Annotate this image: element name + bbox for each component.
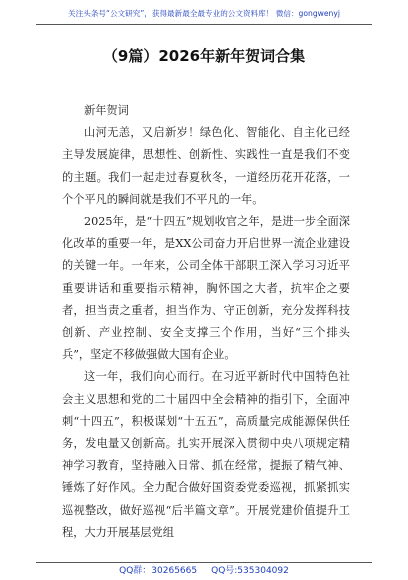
footer-qq-group: QQ群：30265665 (119, 566, 198, 576)
header-banner: 关注头条号“公文研究”，获得最新最全最专业的公文资料库！ 微信：gongwenyj (68, 9, 340, 18)
footer (0, 563, 408, 579)
paragraph: 这一年，我们向心而行。在习近平新时代中国特色社会主义思想和党的二十届四中全会精神的指引下，全面冲刺“十四五”，积极谋划“十五五”，高质量完成能源保供任务，发电量又创新高。扎实开展深入贯彻中央八项规定精神学习教育，坚持融入日常、抓在经常，提振了精气神、锤炼了好作风。全力配合做好国资委党委巡视，抓紧抓实巡视整改，做好巡视“后半篇文章”。开展党建价值提升工程，大力开展基层党组 (62, 370, 350, 539)
document-body (62, 100, 350, 544)
footer-qq-number: QQ号:535304092 (211, 566, 289, 576)
document-title: （9篇）2026年新年贺词合集 (102, 47, 306, 65)
paragraph: 山河无恙，又启新岁！绿色化、智能化、自主化已经主导发展旋律，思想性、创新性、实践性一直是我们不变的主题。我们一起走过春夏秋冬，一道经历花开花落，一个个平凡的瞬间就是我们不平凡的一年。 (62, 126, 350, 206)
header-divider (36, 24, 372, 25)
paragraph: 2025年，是“十四五”规划收官之年，是进一步全面深化改革的重要一年，是XX公司奋力开启世界一流企业建设的关键一年。一年来，公司全体干部职工深入学习习近平重要讲话和重要指示精神，胸怀国之大者，抗牢企之要者，担当责之重者，担当作为、守正创新，充分发挥科技创新、产业控制、安全支撑三个作用，当好“三个排头兵”，坚定不移做强做大国有企业。 (62, 215, 350, 362)
paragraph-heading: 新年贺词 (84, 104, 129, 117)
